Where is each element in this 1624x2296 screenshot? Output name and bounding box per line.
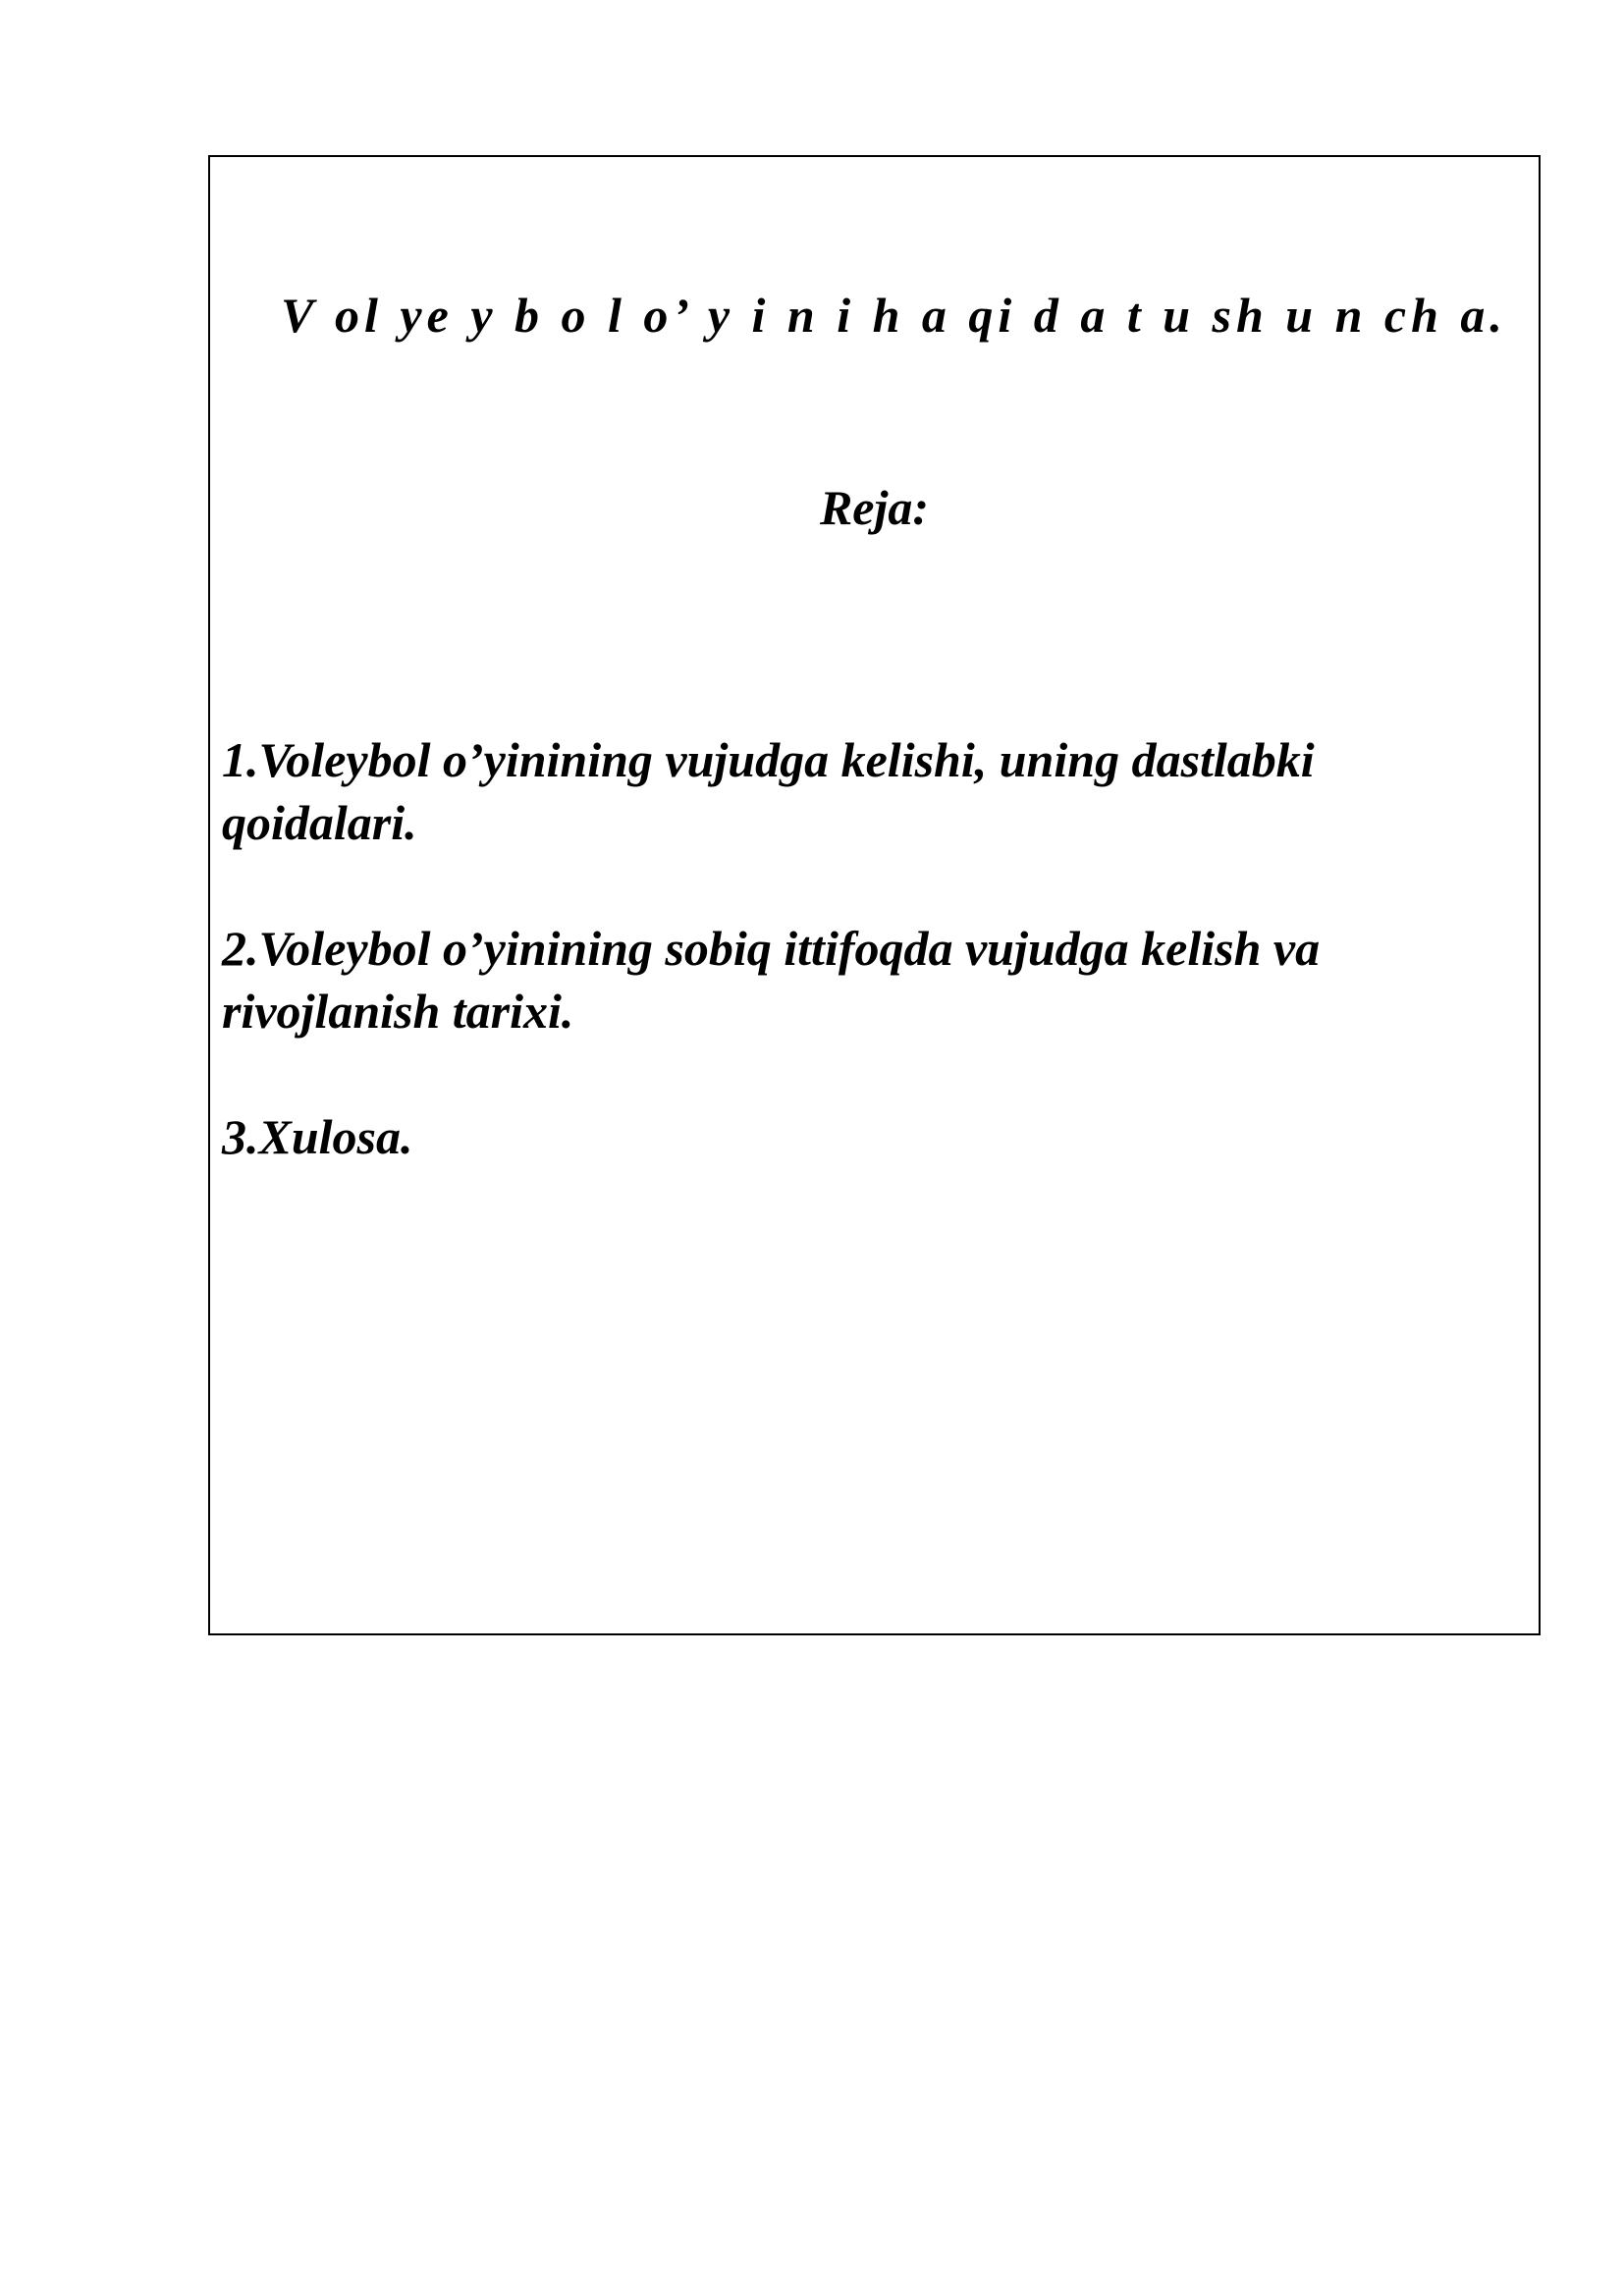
document-title: V ol ye y b o l o’ y i n i h a qi d a t u sh u n ch a. bbox=[281, 288, 1507, 343]
plan-heading: Reja: bbox=[819, 480, 930, 535]
plan-list bbox=[222, 728, 1498, 1231]
plan-item-3: 3.Xulosa. bbox=[222, 1109, 413, 1164]
title-frame bbox=[208, 155, 1541, 1635]
plan-item-2: 2.Voleybol o’yinining sobiq ittifoqda vujudga kelish va rivojlanish tarixi. bbox=[222, 921, 1321, 1039]
plan-item-1: 1.Voleybol o’yinining vujudga kelishi, uning dastlabki qoidalari. bbox=[222, 732, 1315, 850]
